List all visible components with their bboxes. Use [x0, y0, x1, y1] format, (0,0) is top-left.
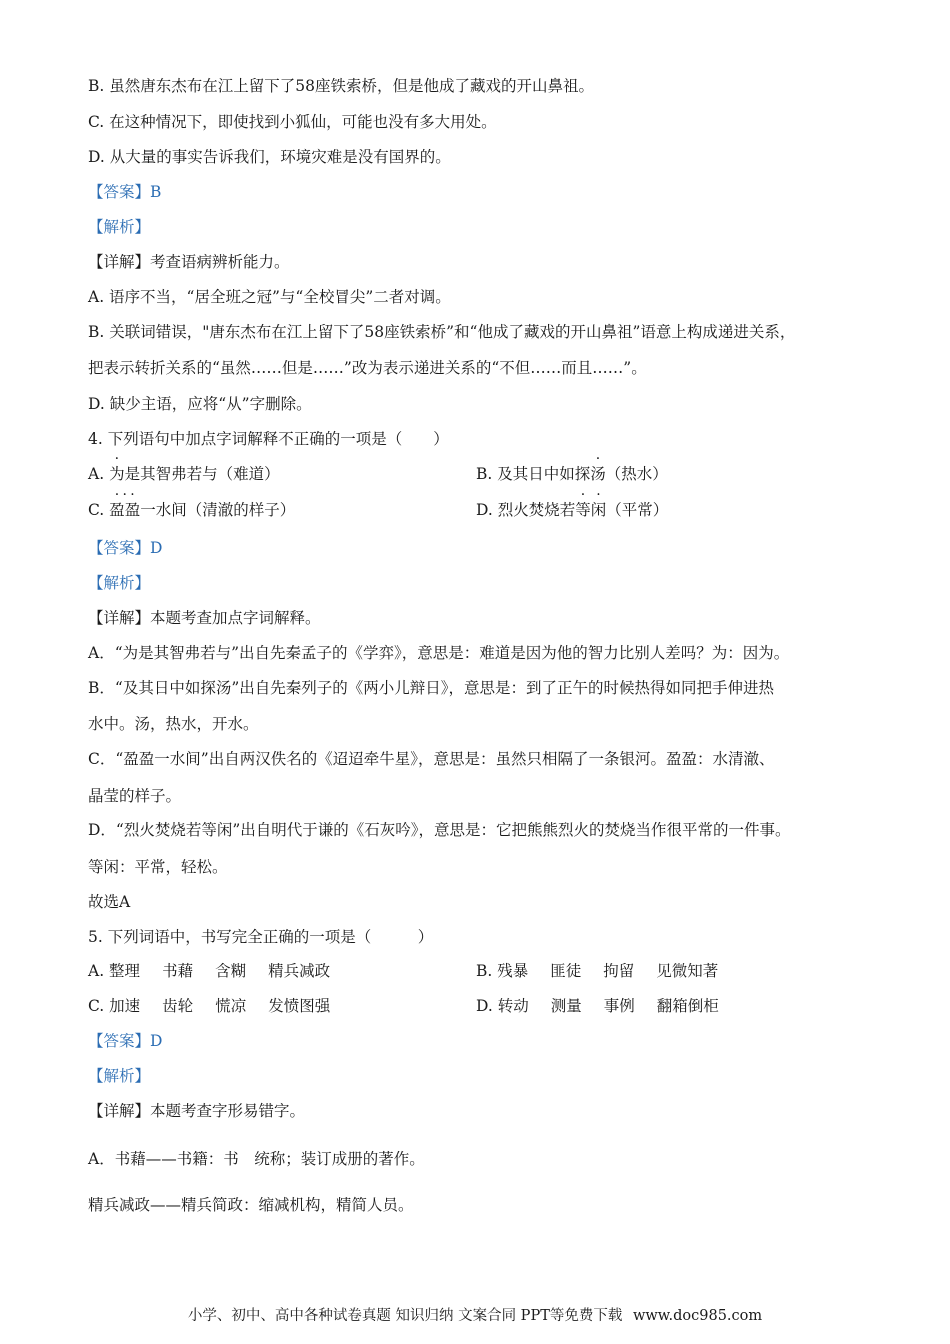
q5-option-d-word: 测量: [550, 997, 582, 1015]
q5-option-a-word: 精兵减政: [268, 962, 331, 980]
q4-option-d-post: （平常）: [606, 501, 669, 519]
q5-option-c-word: C. 加速: [88, 997, 141, 1015]
q4-explain-b-line1: B．“及其日中如探汤”出自先秦列子的《两小儿辩日》，意思是：到了正午的时候热得如同把手伸进热: [88, 679, 774, 697]
q5-explain-a-line2: 精兵减政——精兵简政：缩减机构，精简人员。: [88, 1196, 414, 1214]
q5-option-b-word: 拘留: [603, 962, 635, 980]
q5-option-c-word: 发愤图强: [268, 997, 331, 1015]
q4-option-c-pre: C.: [88, 501, 110, 519]
q4-option-a-post: 是其智弗若与（难道）: [124, 465, 280, 483]
q4-option-c-dotted: [109, 499, 140, 521]
q3-explain-a: A. 语序不当，“居全班之冠”与“全校冒尖”二者对调。: [88, 288, 451, 306]
q4-answer: 【答案】D: [88, 539, 163, 557]
q4-explain-a: A．“为是其智弗若与”出自先秦孟子的《学弈》，意思是：难道是因为他的智力比别人差吗？为：因为。: [88, 644, 790, 662]
q5-option-c-word: 齿轮: [162, 997, 194, 1015]
q4-option-b-dotted: 汤: [590, 465, 606, 483]
q4-explain-d-line1: D．“烈火焚烧若等闲”出自明代于谦的《石灰吟》，意思是：它把熊熊烈火的焚烧当作很平常的一件事。: [88, 821, 791, 839]
q4-explain-b-line2: 水中。汤，热水，开水。: [88, 715, 259, 733]
q4-option-d: [476, 499, 668, 521]
q5-answer: 【答案】D: [88, 1032, 163, 1050]
q5-option-a-word: 含糊: [215, 962, 247, 980]
q4-stem: 4. 下列语句中加点字词解释不正确的一项是（ ）: [88, 430, 449, 448]
q4-option-c-dot-char1: 盈: [109, 501, 125, 519]
q5-explain-a-line1: A．书藉——书籍：书 统称；装订成册的著作。: [88, 1150, 425, 1168]
q4-explain-c-line1: C．“盈盈一水间”出自两汉佚名的《迢迢牵牛星》，意思是：虽然只相隔了一条银河。盈盈：水清澈、: [88, 750, 775, 768]
q4-option-b-post: （热水）: [605, 465, 668, 483]
q3-explain-b-line2: 把表示转折关系的“虽然……但是……”改为表示递进关系的“不但……而且……”。: [88, 359, 647, 377]
q3-answer: 【答案】B: [88, 183, 162, 201]
q5-option-b: [476, 960, 740, 982]
q5-option-d: [476, 995, 741, 1017]
q5-option-d-word: 事例: [603, 997, 635, 1015]
q4-option-d-dot-char2: 闲: [590, 501, 607, 519]
q3-option-b: B. 虽然唐东杰布在江上留下了58座铁索桥，但是他成了藏戏的开山鼻祖。: [88, 77, 594, 95]
footer-url[interactable]: www.doc985.com: [632, 1308, 763, 1324]
q4-option-a: [88, 463, 280, 485]
footer-text: 小学、初中、高中各种试卷真题 知识归纳 文案合同 PPT等免费下载: [187, 1308, 623, 1324]
q5-option-a-word: A. 整理: [88, 962, 141, 980]
q5-stem: 5. 下列词语中，书写完全正确的一项是（ ）: [88, 928, 434, 946]
q5-option-b-word: B. 残暴: [476, 962, 529, 980]
q4-explain-c-line2: 晶莹的样子。: [88, 787, 182, 805]
q4-option-d-dot-char1: 等: [575, 501, 591, 519]
q4-option-a-dotted: 为: [109, 465, 125, 483]
q4-option-b: [476, 463, 668, 485]
q4-choose: 故选A: [88, 893, 131, 911]
page-footer: [0, 1306, 950, 1326]
q5-option-b-word: 见微知著: [656, 962, 719, 980]
q5-option-b-word: 匪徒: [550, 962, 582, 980]
q3-detail: 【详解】考查语病辨析能力。: [88, 253, 290, 271]
q5-option-c-word: 慌凉: [215, 997, 247, 1015]
q3-analysis-label: 【解析】: [88, 218, 151, 236]
q4-detail: 【详解】本题考查加点字词解释。: [88, 609, 321, 627]
q3-explain-d: D. 缺少主语，应将“从”字删除。: [88, 395, 312, 413]
q4-option-c: [88, 499, 295, 521]
q3-explain-b-line1: B. 关联词错误，"唐东杰布在江上留下了58座铁索桥”和“他成了藏戏的开山鼻祖”语意上构成递进关系，: [88, 323, 796, 341]
q5-analysis-label: 【解析】: [88, 1067, 151, 1085]
q3-option-d: D. 从大量的事实告诉我们，环境灾难是没有国界的。: [88, 148, 451, 166]
q4-option-d-dotted: [575, 501, 606, 519]
q4-analysis-label: 【解析】: [88, 574, 151, 592]
q4-option-c-post: 一水间（清澈的样子）: [140, 501, 296, 519]
q5-option-a-word: 书藉: [162, 962, 194, 980]
q5-option-a: [88, 960, 352, 982]
q4-option-a-pre: A.: [88, 465, 110, 483]
q3-option-c: C. 在这种情况下，即使找到小狐仙，可能也没有多大用处。: [88, 113, 497, 131]
q5-option-d-word: D. 转动: [476, 997, 529, 1015]
q4-option-b-pre: B. 及其日中如探: [476, 465, 591, 483]
q4-explain-d-line2: 等闲：平常，轻松。: [88, 858, 228, 876]
q5-option-c: [88, 995, 352, 1017]
q5-detail: 【详解】本题考查字形易错字。: [88, 1102, 306, 1120]
q5-option-d-word: 翻箱倒柜: [656, 997, 719, 1015]
q4-option-d-pre: D. 烈火焚烧若: [476, 501, 576, 519]
q4-option-c-dot-char2: 盈: [124, 501, 141, 519]
